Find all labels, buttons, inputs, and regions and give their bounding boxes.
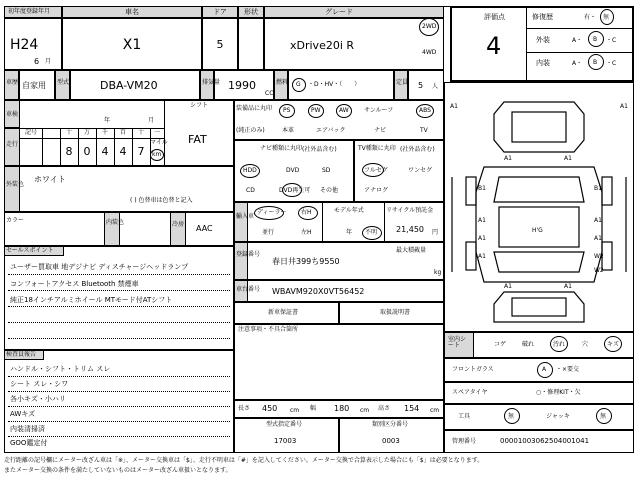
displacement-label: 排気量	[202, 79, 221, 86]
month-unit: 月	[45, 58, 52, 65]
width-unit: cm	[360, 407, 370, 414]
type-value: DBA-VM20	[100, 79, 158, 92]
year-value: H24	[10, 37, 39, 53]
seat-dirt: 汚れ	[553, 341, 566, 348]
spare-opts: ○・修理KIT・欠	[536, 389, 581, 396]
color-key-label: カラー	[6, 217, 25, 224]
chassis-value: WBAVM920X0VT56452	[272, 287, 365, 296]
capacity-unit: 人	[432, 83, 439, 90]
color-value: ホワイト	[34, 175, 66, 184]
exterior-c: ・C	[606, 37, 617, 44]
inspector-line-6: GOO鑑定付	[10, 439, 48, 447]
shift-value: FAT	[188, 133, 207, 146]
digit: 4	[119, 145, 127, 158]
tools-label: 工具	[458, 413, 471, 420]
digit: 7	[137, 145, 145, 158]
chassis-label: 車台番号	[236, 286, 261, 293]
distance-label: 走行	[6, 141, 19, 148]
left-label: 左H	[301, 229, 312, 236]
recycle-label: リサイクル預託金	[386, 207, 434, 214]
digit: 8	[65, 145, 73, 158]
interior-a: A・	[572, 60, 583, 67]
use-value: 自家用	[22, 81, 46, 90]
jack-label: ジャッキ	[546, 413, 570, 420]
digit: 4	[101, 145, 109, 158]
pw-label: PW	[311, 107, 321, 114]
interior-b: B	[593, 59, 598, 66]
diagram-label: H'G	[532, 227, 543, 234]
diagram-label: A1	[594, 235, 602, 242]
spare-label: スペアタイヤ	[452, 389, 488, 396]
model-year-label: モデル年式	[334, 207, 364, 214]
inspection-label: 車検	[6, 111, 19, 118]
inspector-line-3: 各小キズ・小ハリ	[10, 395, 66, 403]
dealer-label: ディーラー	[257, 209, 287, 216]
diagram-label: B1	[478, 185, 486, 192]
height-value: 154	[404, 404, 420, 413]
load-label: 最大積載量	[396, 247, 427, 254]
capacity-cell	[408, 70, 444, 100]
diagram-label: A1	[564, 283, 572, 290]
exterior-a: A・	[572, 37, 583, 44]
length-value: 450	[262, 404, 278, 413]
exterior-label: 外装	[536, 36, 550, 44]
registration-label: 登録番号	[236, 251, 261, 258]
dvd-play-label: DVD再生可	[279, 187, 311, 194]
fuel-rest: ・D・HV・（ ）	[308, 81, 361, 88]
drive-2wd: 2WD	[422, 23, 437, 30]
footer-line-1: 走行距離の記号欄にメーター改ざん車は「※」、メーター交換車は「$」、走行不明車は「#」を記入してください。メーター交換で合算表示した場合にも「$」は必要となります。	[4, 457, 484, 464]
diagram-label: A1	[478, 235, 486, 242]
color-block	[4, 166, 234, 212]
airbag-label: エアバック	[316, 127, 346, 134]
inspector-label: 検査員報告	[6, 351, 37, 358]
capacity-value: 5	[418, 81, 424, 90]
manual-label: 取扱説明書	[380, 309, 411, 316]
analog-label: アナログ	[364, 187, 389, 194]
drive-4wd: 4WD	[422, 49, 437, 56]
seat-scratch: キズ	[607, 341, 619, 348]
recycle-unit: 円	[432, 229, 439, 236]
sales-line-1: ユーザー買取車 地デジナビ ディスチャージヘッドランプ	[10, 263, 189, 271]
navi-label: ナビ	[374, 127, 387, 134]
jack-value: 無	[600, 413, 607, 420]
seat-label: 室内シート	[448, 336, 467, 349]
length-label: 長さ	[238, 405, 251, 412]
abs-label: ABS	[419, 107, 431, 114]
length-unit: cm	[290, 407, 300, 414]
import-label: 輸入車	[236, 213, 255, 220]
ac-label: 冷房	[172, 221, 185, 228]
doors-value: 5	[216, 38, 224, 51]
inspection-year: 年	[104, 117, 111, 124]
equipment-sub: (純正のみ)	[236, 127, 265, 134]
ac-value: AAC	[196, 224, 213, 233]
glass-label: フロントガラス	[452, 366, 494, 373]
mile-label: マイル	[150, 139, 168, 146]
tv-sub: (社外品含む)	[400, 146, 435, 153]
displacement-value: 1990	[228, 79, 256, 92]
year-label: 初年度登録年月	[8, 8, 51, 15]
month-value: 6	[34, 57, 40, 66]
warranty-label: 新車保証書	[268, 309, 299, 316]
diagram-label: A1	[564, 155, 572, 162]
footer-line-2: またメーター交換の条件を満たしていないものはメーター改ざん車扱いとなります。	[4, 467, 232, 474]
hdd-label: HDD	[243, 167, 257, 174]
inspector-line-4: AWキズ	[10, 410, 36, 418]
diagram-label: A1	[620, 103, 628, 110]
diagram-label: A1	[504, 283, 512, 290]
recycle-value: 21,450	[396, 225, 424, 234]
color-note: ( ) 色替車は色替と記入	[130, 197, 193, 204]
diagram-label: B1	[594, 185, 602, 192]
doors-label: ドア	[213, 8, 227, 16]
equipment-label: 装備品に丸印	[236, 105, 273, 112]
seat-tear: 破れ	[522, 341, 535, 348]
sales-line-3: 純正18インチアルミホイール MTモード付ATシフト	[10, 296, 173, 304]
other-label: その他	[320, 187, 339, 194]
class-no-value: 0003	[382, 437, 400, 445]
diagram-label: A1	[504, 155, 512, 162]
sales-label: セールスポイント	[6, 247, 54, 254]
score-label: 評価点	[484, 13, 505, 21]
aw-label: AW	[339, 107, 349, 114]
ps-label: PS	[283, 107, 291, 114]
model-label: 車名	[125, 8, 139, 16]
height-unit: cm	[430, 407, 440, 414]
oneseg-label: ワンセグ	[408, 167, 433, 174]
tools-value: 無	[508, 413, 515, 420]
glass-a: A	[542, 366, 547, 373]
shape-label: 形状	[244, 8, 258, 16]
tv-label: TV	[420, 127, 428, 134]
type-label: 型式	[57, 79, 70, 86]
sales-line-2: コンフォートアクセス Bluetooth 禁煙車	[10, 280, 139, 288]
repair-none: 無	[603, 14, 610, 21]
shape-cell	[238, 18, 264, 70]
capacity-label: 定員	[396, 79, 409, 86]
type-no-label: 型式指定番号	[266, 421, 303, 428]
fuel-g: G	[296, 81, 301, 88]
right-label: 右H	[301, 209, 312, 216]
model-year-unit: 年	[346, 229, 353, 236]
mgmt-label: 管理番号	[452, 438, 477, 445]
dvd-label: DVD	[286, 167, 300, 174]
diagram-label: A1	[450, 103, 458, 110]
registration-value: 春日井399ち9550	[272, 257, 340, 266]
caution-block	[234, 324, 444, 400]
grade-value: xDrive20i R	[290, 39, 355, 52]
model-value: X1	[122, 37, 142, 53]
fullseg-label: フルセグ	[364, 167, 388, 174]
parallel-label: 並行	[262, 229, 275, 236]
height-label: 高さ	[378, 405, 391, 412]
shift-label: シフト	[190, 102, 209, 109]
grade-label: グレード	[325, 8, 353, 16]
nav-label: ナビ種類に丸印	[260, 145, 303, 152]
leather-label: 本革	[282, 127, 295, 134]
repair-opts: 有・	[584, 14, 597, 21]
diagram-label: A1	[478, 217, 486, 224]
car-diagram	[444, 82, 634, 332]
type-no-value: 17003	[274, 437, 297, 445]
width-value: 180	[334, 404, 350, 413]
diagram-label: A1	[478, 253, 486, 260]
inspector-line-1: ハンドル・シフト・トリム スレ	[10, 365, 111, 373]
interior-c: ・C	[606, 60, 617, 67]
inspector-line-2: シート スレ・シワ	[10, 380, 69, 388]
diagram-label: A1	[594, 217, 602, 224]
diagram-label: W2	[594, 253, 604, 260]
km-label: km	[152, 151, 162, 158]
width-label: 幅	[310, 405, 317, 412]
interior-color-label: 内装色	[106, 219, 125, 226]
interior-label: 内装	[536, 59, 550, 67]
unknown-label: 不明	[365, 229, 378, 236]
digit: 0	[83, 145, 91, 158]
diagram-label: W2	[594, 267, 604, 274]
glass-rest: ・×要交	[556, 366, 580, 373]
seat-hole: 穴	[582, 341, 589, 348]
sd-label: SD	[322, 167, 331, 174]
caution-label: 注意事項・不具合箇所	[238, 326, 299, 333]
use-label: 車歴	[6, 79, 19, 86]
nav-sub: (社外品含む)	[302, 146, 337, 153]
score-value: 4	[486, 32, 502, 60]
inspection-month: 月	[148, 117, 155, 124]
color-label: 外装色	[6, 181, 25, 188]
repair-label: 修復歴	[532, 13, 553, 21]
exterior-b: B	[593, 36, 598, 43]
cd-label: CD	[246, 187, 255, 194]
tv-type-label: TV種類に丸印	[358, 145, 396, 152]
load-unit: kg	[434, 269, 442, 276]
sunroof-label: サンルーフ	[364, 107, 394, 114]
cc-unit: CC	[265, 90, 274, 97]
fuel-label: 燃料	[276, 79, 289, 86]
inspector-line-5: 内装清掃済	[10, 425, 45, 433]
mgmt-value: 00001003062504001041	[500, 437, 590, 445]
class-no-label: 類別区分番号	[372, 421, 409, 428]
seat-burn: コゲ	[494, 341, 507, 348]
